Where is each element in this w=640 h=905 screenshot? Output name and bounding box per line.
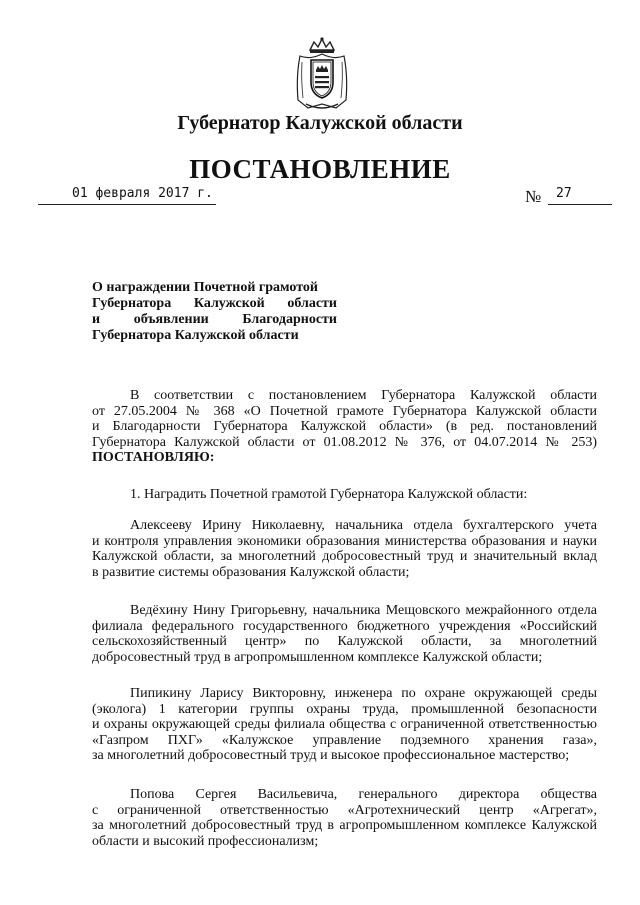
- text-line: В соответствии с постановлением Губернатора Калужской области: [130, 388, 597, 403]
- text-line: 1. Наградить Почетной грамотой Губернатора Калужской области:: [130, 487, 528, 502]
- text-line: сельскохозяйственный центр» по Калужской области, за многолетний: [92, 634, 597, 649]
- awardee-paragraph: [92, 603, 597, 665]
- awardee-paragraph: [92, 686, 597, 764]
- text-line: добросовестный труд в агропромышленном комплексе Калужской области;: [92, 649, 543, 665]
- subject-line: Губернатора Калужской области: [92, 296, 337, 311]
- document-date: 01 февраля 2017 г.: [72, 186, 213, 201]
- text-line: области и высокий профессионализм;: [92, 833, 319, 849]
- issuer-title: Губернатор Калужской области: [177, 112, 463, 134]
- decree-word: ПОСТАНОВЛЯЮ:: [92, 450, 215, 465]
- text-line: Пипикину Ларису Викторовну, инженера по охране окружающей среды: [130, 686, 597, 701]
- awardee-paragraph: [92, 518, 597, 580]
- subject-line: и объявлении Благодарности: [92, 312, 337, 327]
- coat-of-arms-emblem: [292, 36, 352, 112]
- text-line: Губернатора Калужской области от 01.08.2012 № 376, от 04.07.2014 № 253): [92, 434, 597, 450]
- awardee-paragraph: [92, 787, 597, 849]
- preamble-paragraph: [92, 388, 597, 466]
- text-line: (эколога) 1 категории группы охраны труда, промышленной безопасности: [92, 701, 597, 717]
- document-number: 27: [556, 186, 572, 201]
- text-line: Калужской области, за многолетний добросовестный труд и значительный вклад: [92, 549, 597, 564]
- text-line: и Благодарности Губернатора Калужской области» (в ред. постановлений: [92, 419, 597, 434]
- document-subject: [92, 280, 337, 344]
- text-line: за многолетний добросовестный труд в агропромышленном комплексе Калужской: [92, 818, 597, 833]
- text-line: Алексееву Ирину Николаевну, начальника отдела бухгалтерского учета: [130, 518, 597, 533]
- subject-line: Губернатора Калужской области: [92, 328, 299, 343]
- item-one-paragraph: [92, 487, 597, 503]
- document-number-label: №: [525, 187, 542, 206]
- text-line: «Газпром ПХГ» «Калужское управление подземного хранения газа»,: [92, 732, 597, 748]
- text-line: и контроля управления экономики образования министерства образования и науки: [92, 533, 597, 549]
- text-line: с ограниченной ответственностью «Агротехнический центр «Агрегат»,: [92, 802, 597, 818]
- text-line: Ведёхину Нину Григорьевну, начальника Мещовского межрайонного отдела: [130, 603, 597, 618]
- text-line: Попова Сергея Васильевича, генерального директора общества: [130, 787, 597, 802]
- subject-line: О награждении Почетной грамотой: [92, 280, 318, 295]
- text-line: от 27.05.2004 № 368 «О Почетной грамоте Губернатора Калужской области: [92, 403, 597, 419]
- text-line: филиала федерального государственного бюджетного учреждения «Российский: [92, 618, 597, 634]
- text-line: в развитие системы образования Калужской области;: [92, 564, 410, 580]
- document-type-heading: ПОСТАНОВЛЕНИЕ: [189, 154, 451, 184]
- text-line: за многолетний добросовестный труд и высокое профессиональное мастерство;: [92, 748, 570, 763]
- text-line: и охраны окружающей среды филиала общества с ограниченной ответственностью: [92, 717, 597, 732]
